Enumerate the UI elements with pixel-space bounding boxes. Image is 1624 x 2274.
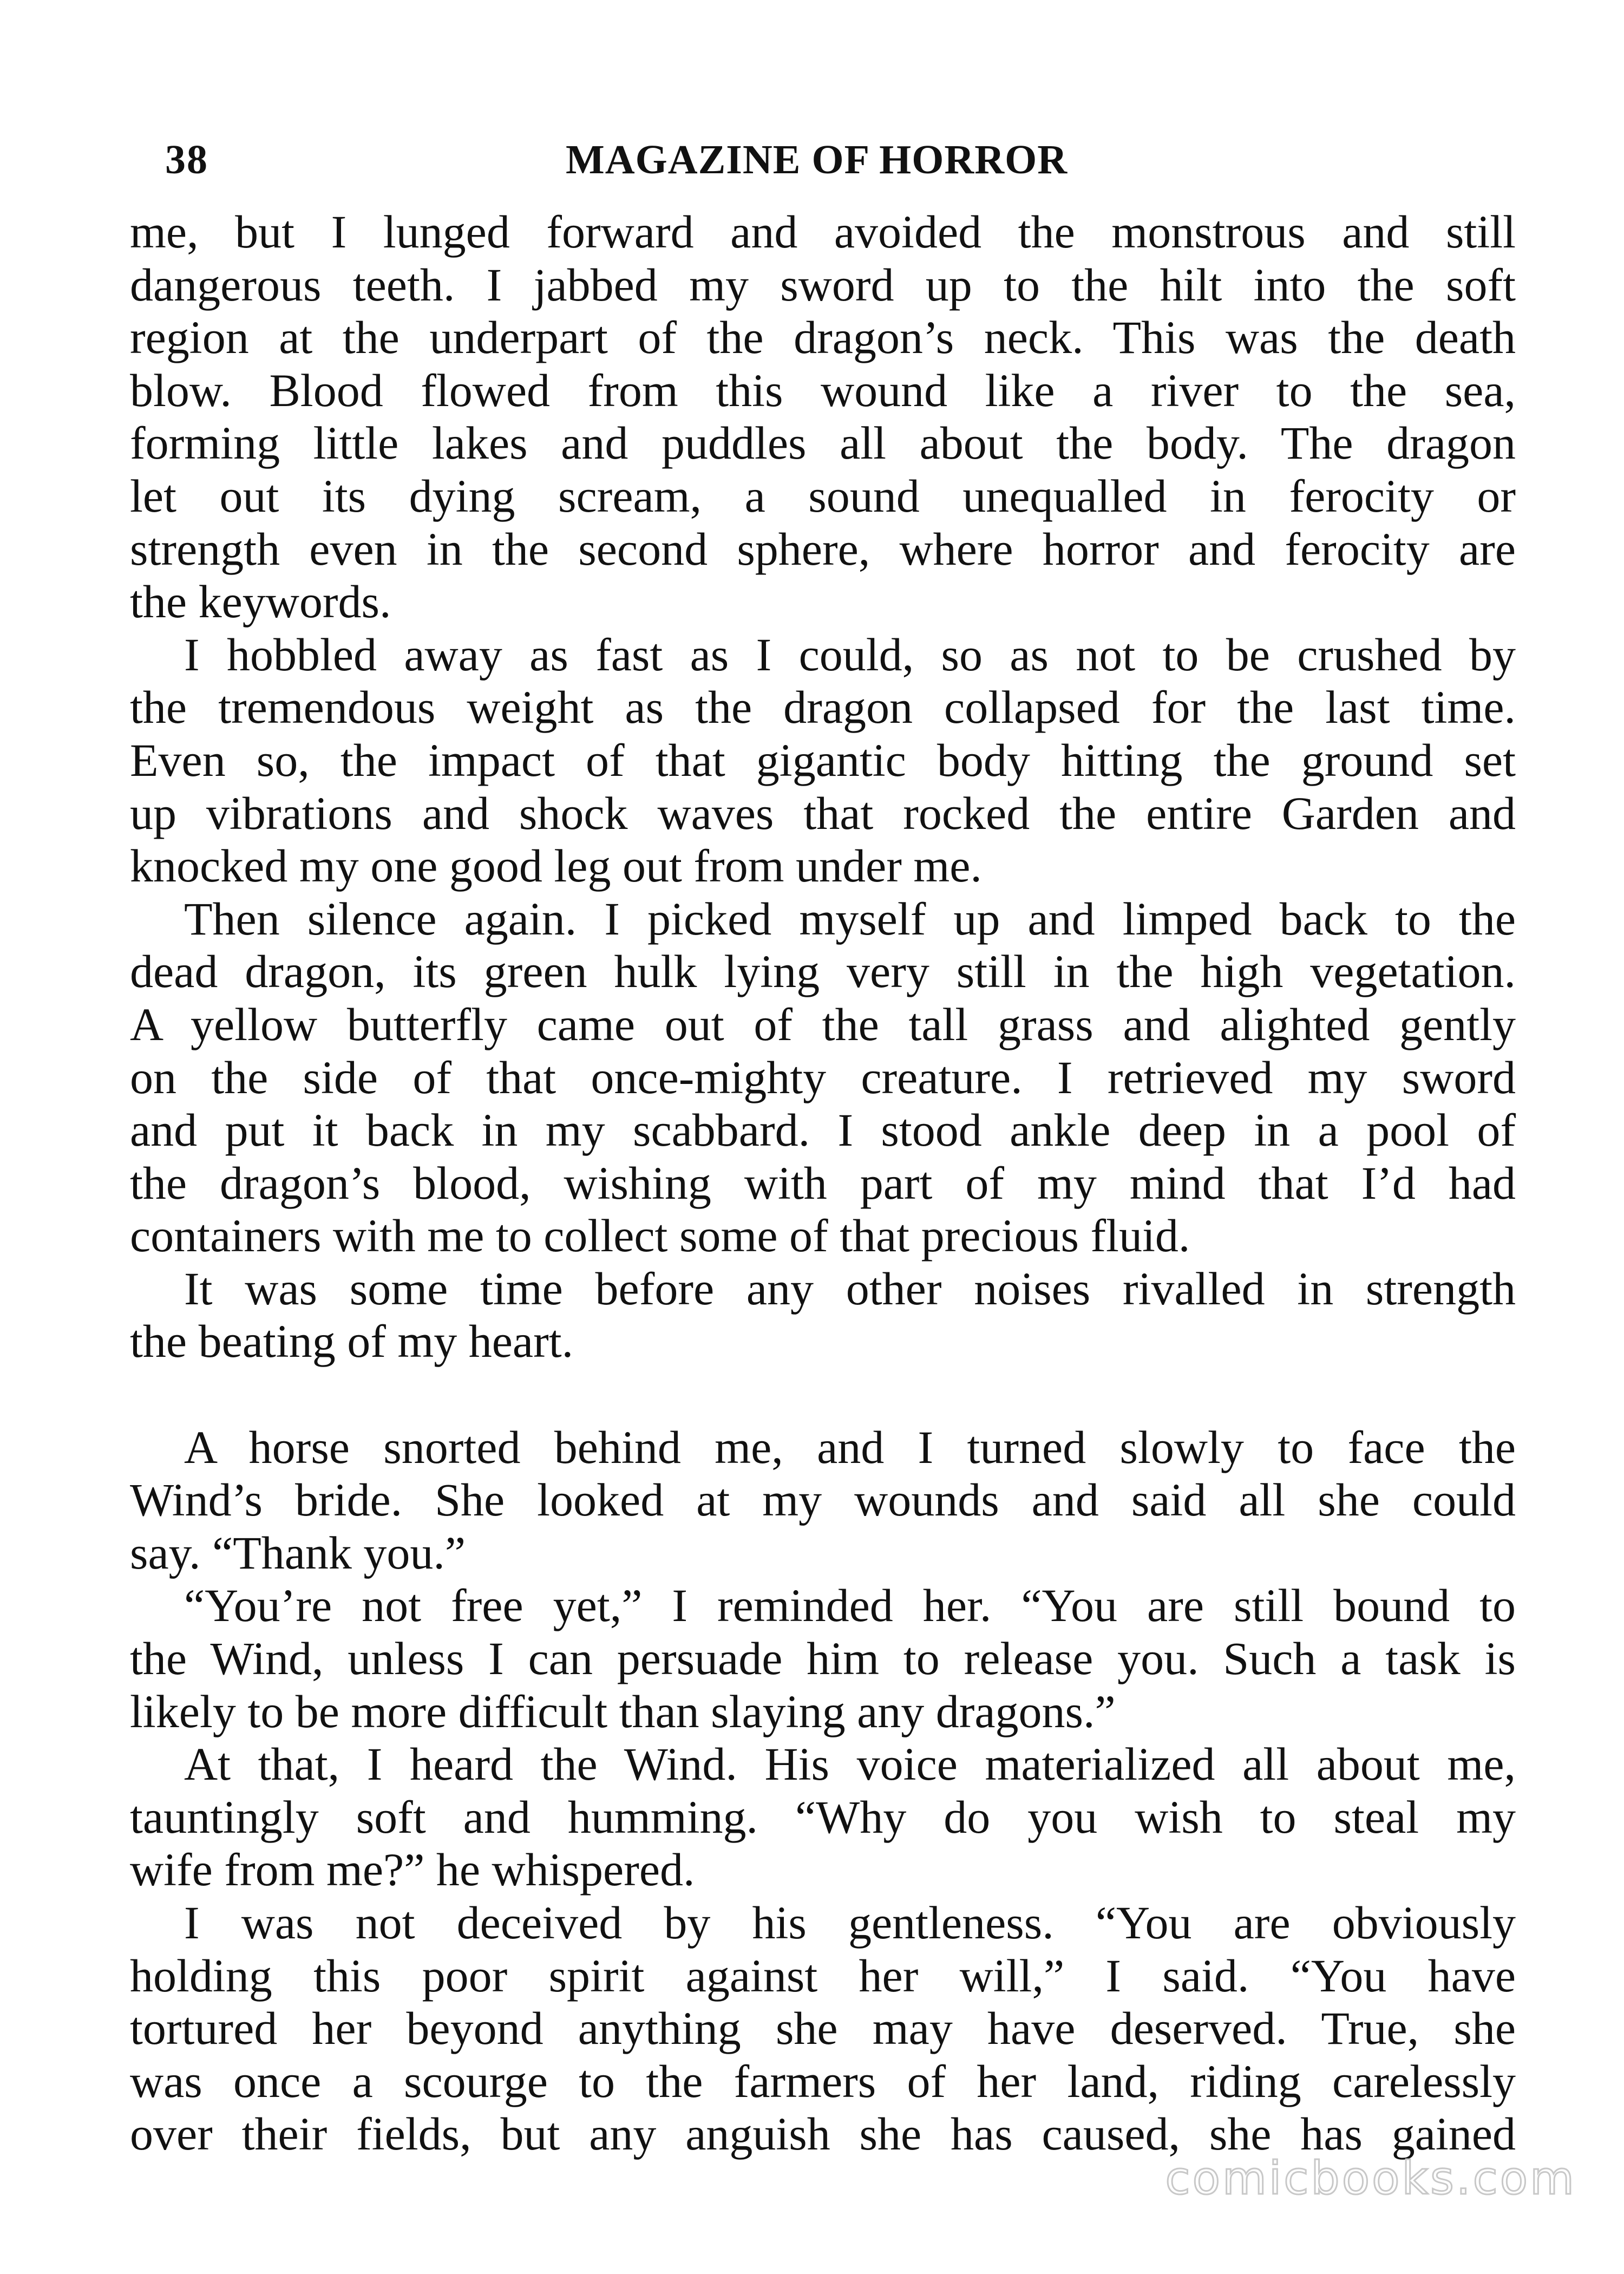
text-line: wife from me?” he whispered.	[130, 1844, 695, 1896]
text-line: up vibrations and shock waves that rocked the entire Garden and	[130, 787, 1516, 839]
body-text	[130, 206, 1516, 2161]
page-header	[165, 130, 1508, 190]
text-line: region at the underpart of the dragon’s neck. This was the death	[130, 311, 1516, 364]
text-line: tortured her beyond anything she may have deserved. True, she	[130, 2002, 1516, 2055]
section-break	[130, 1368, 1516, 1421]
text-line: dangerous teeth. I jabbed my sword up to the hilt into the soft	[130, 258, 1516, 311]
running-title: MAGAZINE OF HORROR	[566, 137, 1068, 182]
text-line: containers with me to collect some of that precious fluid.	[130, 1210, 1190, 1262]
text-line: holding this poor spirit against her will,” I said. “You have	[130, 1949, 1516, 2002]
page-number: 38	[165, 137, 208, 182]
text-line: dead dragon, its green hulk lying very still in the high vegetation.	[130, 945, 1516, 998]
text-line: forming little lakes and puddles all about the body. The dragon	[130, 417, 1516, 469]
text-line: let out its dying scream, a sound unequalled in ferocity or	[130, 469, 1516, 522]
text-line: “You’re not free yet,” I reminded her. “You are still bound to	[184, 1579, 1516, 1632]
text-line: on the side of that once-mighty creature. I retrieved my sword	[130, 1051, 1516, 1103]
text-line: A yellow butterfly came out of the tall grass and alighted gently	[130, 998, 1516, 1050]
text-line: Wind’s bride. She looked at my wounds and said all she could	[130, 1474, 1516, 1526]
text-line: likely to be more difficult than slaying any dragons.”	[130, 1685, 1116, 1737]
text-line: tauntingly soft and humming. “Why do you wish to steal my	[130, 1791, 1516, 1843]
text-line: Even so, the impact of that gigantic body hitting the ground set	[130, 734, 1516, 786]
text-line: was once a scourge to the farmers of her land, riding carelessly	[130, 2055, 1516, 2107]
text-line: and put it back in my scabbard. I stood ankle deep in a pool of	[130, 1104, 1516, 1156]
watermark: comicbooks.com	[1165, 2152, 1576, 2205]
text-line: A horse snorted behind me, and I turned slowly to face the	[184, 1421, 1516, 1473]
text-line: the beating of my heart.	[130, 1315, 574, 1368]
text-line: It was some time before any other noises rivalled in strength	[184, 1262, 1516, 1315]
text-line: me, but I lunged forward and avoided the monstrous and still	[130, 206, 1516, 258]
text-line: Then silence again. I picked myself up and limped back to the	[184, 892, 1516, 945]
text-line: over their fields, but any anguish she has caused, she has gained	[130, 2108, 1516, 2160]
text-line: blow. Blood flowed from this wound like a river to the sea,	[130, 364, 1516, 416]
text-line: the Wind, unless I can persuade him to release you. Such a task is	[130, 1632, 1516, 1685]
text-line: At that, I heard the Wind. His voice materialized all about me,	[184, 1738, 1516, 1791]
text-line: the keywords.	[130, 576, 391, 628]
text-line: knocked my one good leg out from under me.	[130, 840, 982, 892]
text-line: I was not deceived by his gentleness. “You are obviously	[184, 1897, 1516, 1949]
text-line: I hobbled away as fast as I could, so as not to be crushed by	[184, 628, 1516, 681]
text-line: the dragon’s blood, wishing with part of my mind that I’d had	[130, 1156, 1516, 1209]
text-line: the tremendous weight as the dragon collapsed for the last time.	[130, 681, 1516, 734]
text-line: strength even in the second sphere, where horror and ferocity are	[130, 522, 1516, 575]
text-line: say. “Thank you.”	[130, 1526, 466, 1579]
